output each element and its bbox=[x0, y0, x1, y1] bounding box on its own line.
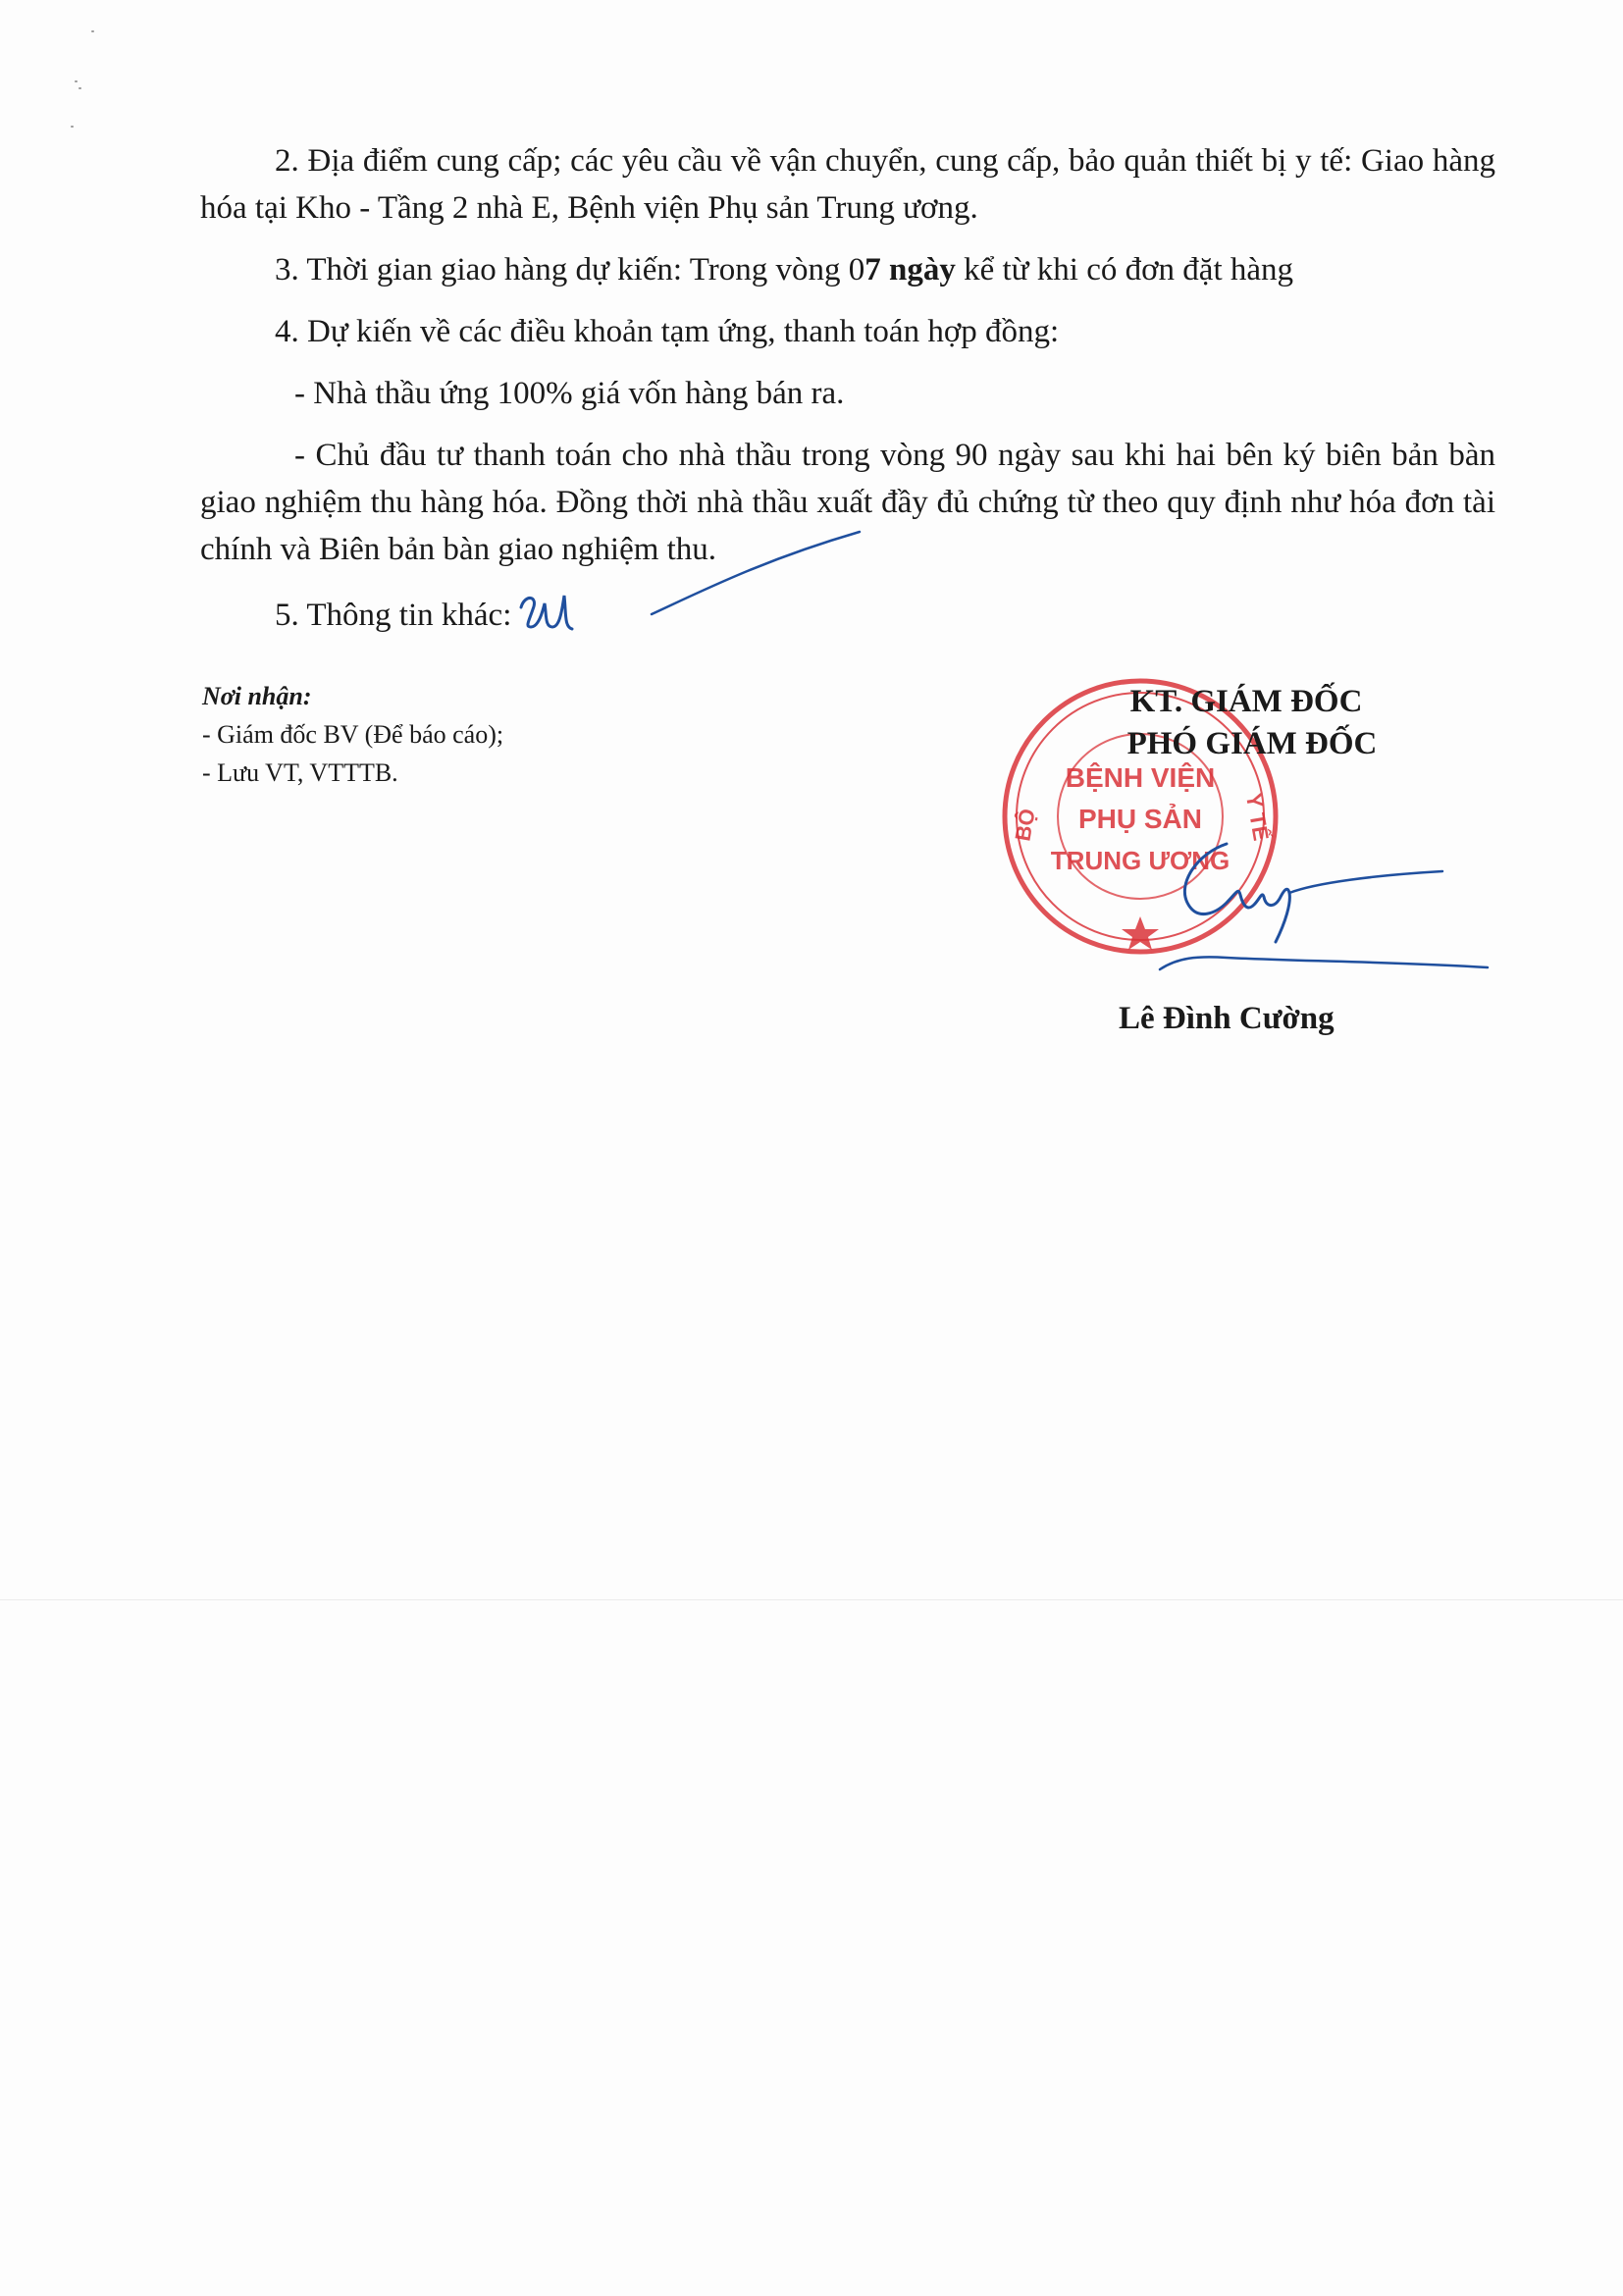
handwritten-initials-icon bbox=[517, 588, 586, 635]
scan-speck bbox=[79, 87, 81, 89]
scan-artifact-line bbox=[0, 1599, 1623, 1600]
svg-text:PHỤ SẢN: PHỤ SẢN bbox=[1077, 804, 1203, 834]
svg-text:BỆNH VIỆN: BỆNH VIỆN bbox=[1065, 762, 1216, 793]
svg-text:Y TẾ: Y TẾ bbox=[1240, 791, 1274, 843]
recipients-title: Nơi nhận: bbox=[202, 682, 312, 710]
scan-speck bbox=[91, 30, 94, 32]
signer-name: Lê Đình Cường bbox=[1119, 1001, 1335, 1036]
svg-text:BỘ: BỘ bbox=[1010, 807, 1040, 844]
item-4-advance-line: - Nhà thầu ứng 100% giá vốn hàng bán ra. bbox=[294, 376, 845, 411]
item-2-delivery-location: 2. Địa điểm cung cấp; các yêu cầu về vận chuyển, cung cấp, bảo quản thiết bị y tế: Giao hàng hóa tại Kho - Tầng 2 nhà E, Bệnh viện Phụ sản Trung ương. bbox=[200, 143, 1495, 226]
item-4-payment-line: - Chủ đầu tư thanh toán cho nhà thầu trong vòng 90 ngày sau khi hai bên ký biên bản bàn giao nghiệm thu hàng hóa. Đồng thời nhà thầu xuất đầy đủ chứng từ theo quy định như hóa đơn tài chính và Biên bản bàn giao nghiệm thu. bbox=[200, 438, 1495, 567]
signature-block bbox=[981, 677, 1452, 1070]
item-3-suffix: kể từ khi có đơn đặt hàng bbox=[955, 252, 1294, 287]
svg-text:TRUNG ƯƠNG: TRUNG ƯƠNG bbox=[1050, 846, 1230, 875]
recipient-line: - Giám đốc BV (Để báo cáo); bbox=[202, 720, 504, 749]
scan-speck bbox=[71, 126, 74, 128]
item-5-label: 5. Thông tin khác: bbox=[275, 598, 512, 633]
signature-icon bbox=[1158, 824, 1492, 981]
signature-title-2: PHÓ GIÁM ĐỐC bbox=[1126, 726, 1378, 761]
recipient-line: - Lưu VT, VTTTB. bbox=[202, 758, 398, 787]
handwritten-stroke-icon bbox=[648, 530, 864, 618]
signature-title-1: KT. GIÁM ĐỐC bbox=[1129, 684, 1363, 719]
item-4-payment-terms: 4. Dự kiến về các điều khoản tạm ứng, thanh toán hợp đồng: bbox=[275, 314, 1060, 349]
item-3-bold-days: 7 ngày bbox=[864, 252, 956, 287]
scan-speck bbox=[75, 80, 78, 82]
item-3-delivery-time bbox=[200, 246, 1495, 293]
recipients-block bbox=[202, 677, 503, 792]
item-3-prefix: 3. Thời gian giao hàng dự kiến: Trong vòng 0 bbox=[275, 252, 865, 287]
